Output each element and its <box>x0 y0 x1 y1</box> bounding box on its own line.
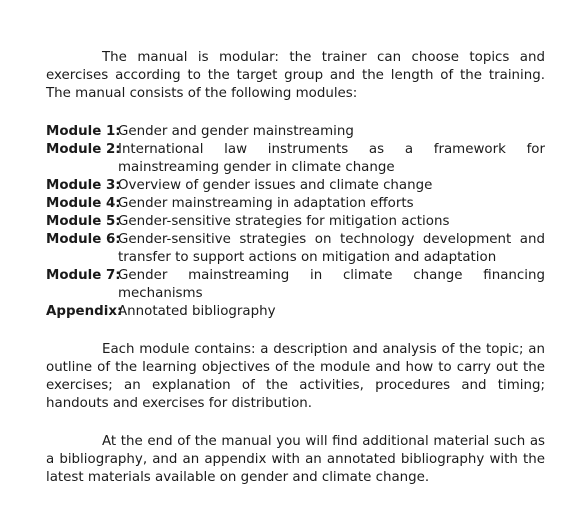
module-6-label: Module 6: <box>46 232 121 247</box>
module-7-label: Module 7: <box>46 268 121 283</box>
module-contents-paragraph: Each module contains: a description and analysis of the topic; an outline of the learning objectives of the module and how to carry out the exercises; an explanation of the activities, procedures and timing; handouts and exercises for distribution. <box>46 342 545 411</box>
module-4-title: Gender mainstreaming in adaptation efforts <box>118 196 414 211</box>
module-list <box>46 123 545 321</box>
module-3-title: Overview of gender issues and climate change <box>118 178 433 193</box>
module-2-title: International law instruments as a framework for mainstreaming gender in climate change <box>118 142 545 175</box>
module-1-label: Module 1: <box>46 124 121 139</box>
module-5-title: Gender-sensitive strategies for mitigation actions <box>118 214 450 229</box>
closing-paragraph: At the end of the manual you will find additional material such as a bibliography, and an appendix with an annotated bibliography with the latest materials available on gender and climate change. <box>46 434 545 485</box>
module-5-label: Module 5: <box>46 214 121 229</box>
module-6-title: Gender-sensitive strategies on technology development and transfer to support actions on mitigation and adaptation <box>118 232 545 265</box>
module-4-label: Module 4: <box>46 196 121 211</box>
module-2-label: Module 2: <box>46 142 121 157</box>
appendix-label: Appendix: <box>46 304 123 319</box>
module-7-title: Gender mainstreaming in climate change financing mechanisms <box>118 268 545 301</box>
intro-paragraph: The manual is modular: the trainer can choose topics and exercises according to the target group and the length of the training. The manual consists of the following modules: <box>46 50 545 101</box>
module-1-title: Gender and gender mainstreaming <box>118 124 354 139</box>
module-3-label: Module 3: <box>46 178 121 193</box>
appendix-title: Annotated bibliography <box>118 304 276 319</box>
